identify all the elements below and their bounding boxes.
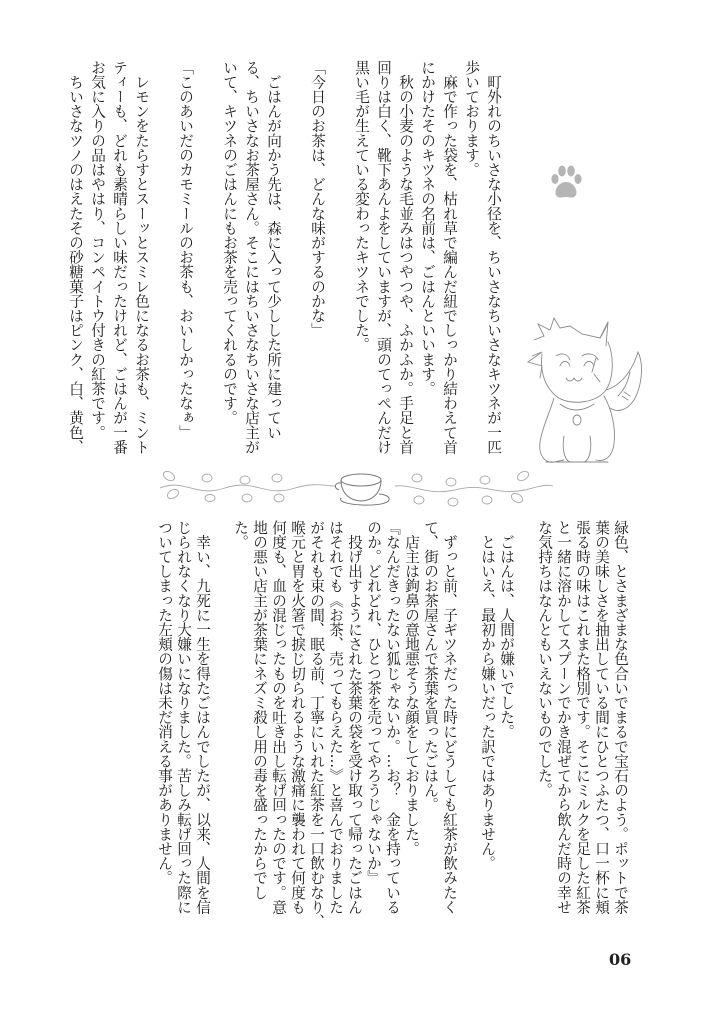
lower-text-column: ごはんは、人間が嫌いでした。 — [498, 520, 515, 739]
lower-text-column: て、街のお茶屋さんで茶葉を買ったごはん。 — [422, 520, 439, 812]
lower-text-column: 喉元と胃を火箸で捩じ切られるような激痛に襲われて何度も — [289, 520, 306, 915]
upper-text-column: 町外れのちいさな小径を、ちいさなちいさなキツネが一匹 — [485, 60, 502, 455]
lower-text-column: ついてしまった左頬の傷は未だ消える事がありません。 — [156, 520, 173, 885]
upper-text-column: いて、キツネのごはんにもお茶を売ってくれるのです。 — [221, 60, 238, 425]
upper-text-column: 秋の小麦のような毛並みはつやつや、ふかふか。手足と首 — [397, 60, 414, 455]
upper-text-blank-column — [152, 60, 174, 460]
lower-text-column: 何度も、血の混じったものを吐き出し転げ回ったのです。意 — [270, 520, 287, 915]
vine-left — [160, 485, 335, 491]
story-text-lower — [155, 520, 630, 930]
lower-text-column: のか。どれどれ、ひとつ茶を売ってやろうじゃないか』 — [365, 520, 382, 885]
lower-text-column: 張る時の味はこれまた格別です。そこにミルクを足した紅茶 — [574, 520, 591, 915]
lower-text-blank-column — [212, 520, 231, 930]
upper-text-column: 黒い毛が生えている変わったキツネでした。 — [353, 60, 370, 352]
fox-illustration — [520, 312, 645, 474]
lower-text-column: 店主は鉤鼻の意地悪そうな顔をしておりました。 — [403, 520, 420, 856]
upper-text-column: 回りは白く、靴下あんよをしていますが、頭のてっぺんだけ — [375, 60, 392, 455]
story-text-upper — [64, 60, 504, 460]
paw-print-icon — [549, 164, 583, 202]
lower-text-column: と一緒に溶かしてスプーンでかき混ぜてから飲んだ時の幸せ — [555, 520, 572, 915]
lower-text-column: はそれでも《お茶、売ってもらえた…》と喜んでおりました — [327, 520, 344, 915]
lower-text-blank-column — [516, 520, 535, 930]
lower-text-column: とはいえ、最初から嫌いだった訳ではありません。 — [479, 520, 496, 871]
lower-text-column: がそれも束の間、眠る前、丁寧にいれた紅茶を一口飲むなり、 — [308, 520, 325, 929]
lower-text-column: 地の悪い店主が茶葉にネズミ殺し用の毒を盛ったからでし — [251, 520, 268, 900]
lower-text-column: 『なんだきったない狐じゃないか。…お？ 金を持っている — [384, 520, 401, 915]
lower-text-column: 葉の美味しさを抽出している間にひとつふたつ、口一杯に頬 — [593, 520, 610, 915]
vine-divider — [155, 468, 555, 508]
upper-text-blank-column — [328, 60, 350, 460]
upper-text-column: 麻で作った袋を、枯れ草で編んだ紐でしっかり結わえて首 — [441, 60, 458, 455]
upper-text-column: ごはんが向かう先は、森に入って少しした所に建ってい — [265, 60, 282, 440]
lower-text-column: な気持ちはなんともいえないものでした。 — [536, 520, 553, 798]
upper-text-column: 歩いております。 — [463, 60, 480, 177]
upper-text-column: レモンをたらすとスーッとスミレ色になるお茶も、ミント — [133, 60, 150, 455]
upper-text-column: ちいさなツノのはえたその砂糖菓子はピンク、白、黄色、 — [67, 60, 84, 455]
upper-text-column: お気に入りの品はやはり、コンペイトウ付きの紅茶です。 — [89, 60, 106, 440]
lower-text-column: 緑色、とさまざまな色合いでまるで宝石のよう。ポットで茶 — [612, 520, 629, 915]
upper-text-column: 「今日のお茶は、どんな味がするのかな」 — [309, 60, 326, 338]
lower-text-column: じられなくなり大嫌いになりました。苦しみ転げ回った際に — [175, 520, 192, 915]
upper-text-blank-column — [284, 60, 306, 460]
teacup-icon — [335, 474, 389, 505]
page-number: 06 — [609, 950, 632, 969]
lower-text-column: 投げ出すようにされた茶葉の袋を受け取って帰ったごはん — [346, 520, 363, 915]
vine-right — [395, 485, 553, 491]
upper-text-blank-column — [196, 60, 218, 460]
upper-text-column: る、ちいさなお茶屋さん。そこにはちいさなちいさな店主が — [243, 60, 260, 455]
upper-text-column: にかけたそのキツネの名前は、ごはんといいます。 — [419, 60, 436, 396]
upper-text-column: 「このあいだのカモミールのお茶も、おいしかったなぁ」 — [177, 60, 194, 440]
lower-text-blank-column — [459, 520, 478, 930]
lower-text-column: た。 — [232, 520, 249, 550]
lower-text-column: ずっと前、子ギツネだった時にどうしても紅茶が飲みたく — [441, 520, 458, 915]
upper-text-column: ティーも、どれも素晴らしい味だったけれど、ごはんが一番 — [111, 60, 128, 455]
lower-text-column: 幸い、九死に一生を得たごはんでしたが、以来、人間を信 — [194, 520, 211, 915]
